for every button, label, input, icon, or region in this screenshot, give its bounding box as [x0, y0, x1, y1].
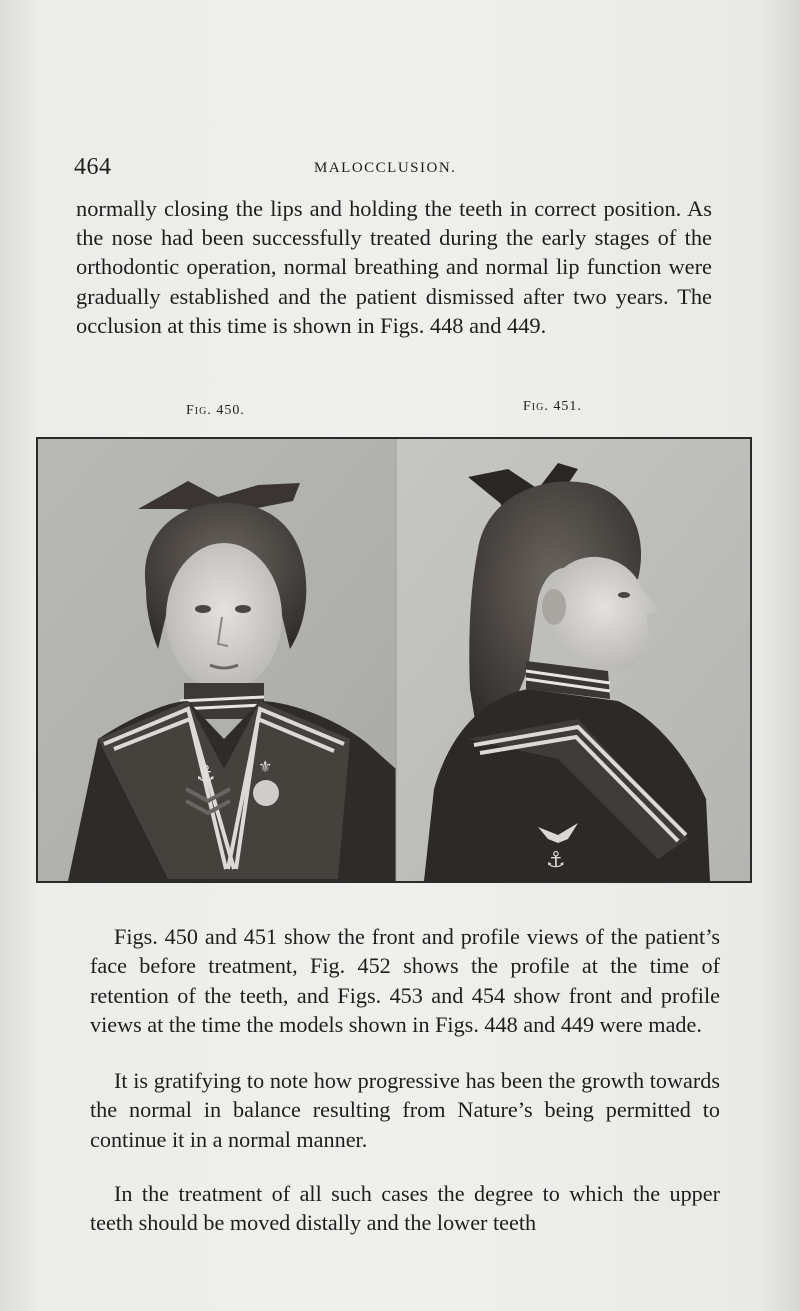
- svg-text:⚓: ⚓: [546, 848, 566, 873]
- photograph-pair: [38, 439, 750, 881]
- svg-text:⚓: ⚓: [196, 762, 216, 787]
- running-head: [74, 152, 714, 182]
- figure-caption-451: Fig. 451.: [523, 399, 582, 414]
- front-view-photo: [38, 439, 396, 881]
- paragraph-intro: normally closing the lips and holding the teeth in correct position. As the nose had been successfully treated during the early stages of the orthodontic operation, normal breathing and normal lip function were gradually established and the patient dismissed after two years. The occlusion at this time is shown in Figs. 448 and 449.: [76, 196, 712, 338]
- running-title: MALOCCLUSION.: [314, 160, 457, 176]
- svg-text:⚜: ⚜: [258, 757, 273, 776]
- paragraph-growth: It is gratifying to note how progressive has been the growth towards the normal in balance resulting from Nature’s being permitted to continue it in a normal manner.: [90, 1068, 720, 1152]
- profile-view-photo: [396, 439, 750, 881]
- figure-caption-450: Fig. 450.: [186, 403, 245, 418]
- page-number: 464: [74, 154, 112, 180]
- paragraph-treatment: In the treatment of all such cases the degree to which the upper teeth should be moved distally and the lower teeth: [90, 1181, 720, 1236]
- photograph-plate: [36, 437, 752, 883]
- paragraph-figures-description: Figs. 450 and 451 show the front and profile views of the patient’s face before treatment, Fig. 452 shows the profile at the time of retention of the teeth, and Figs. 453 and 454 show front and profile views at the time the models shown in Figs. 448 and 449 were made.: [90, 924, 720, 1037]
